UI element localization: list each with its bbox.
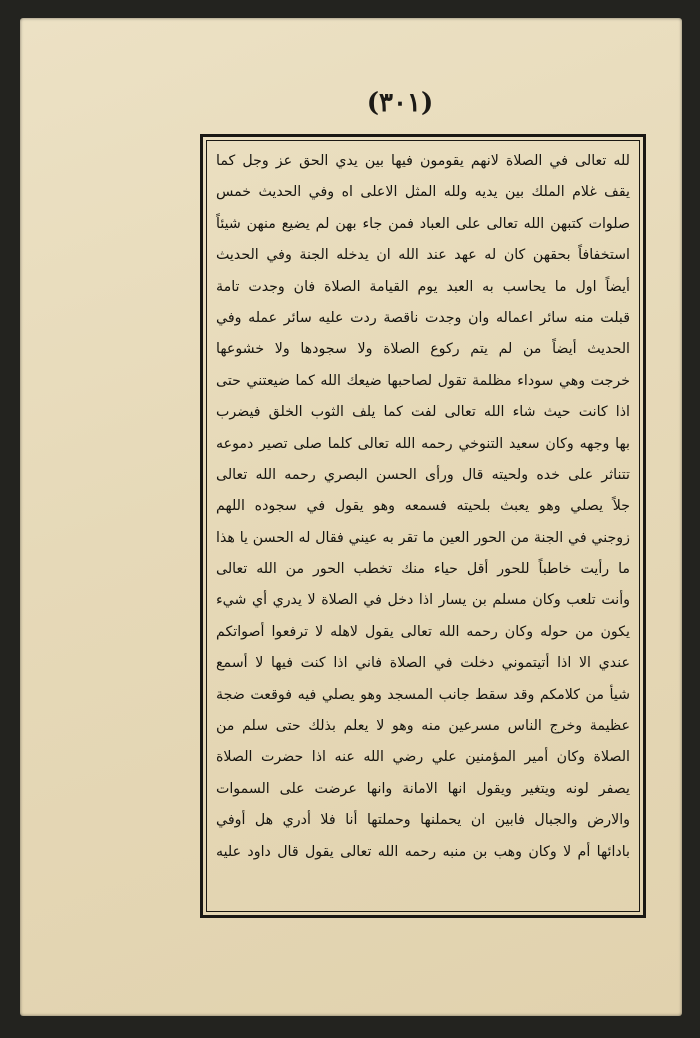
arabic-text-block <box>212 146 634 906</box>
text-line: جلاً يصلي وهو يعبث بلحيته فسمعه وهو يقول في سجوده اللهم <box>216 498 630 515</box>
text-line: الصلاة وكان أمير المؤمنين علي رضي الله عنه اذا حضرت الصلاة <box>216 749 630 766</box>
text-line: يقف غلام الملك بين يديه ولله المثل الاعلى اه وفي الحديث خمس <box>216 184 630 201</box>
text-line: خرجت وهي سوداء مظلمة تقول لصاحبها ضيعك الله كما ضيعتني حتى <box>216 372 630 389</box>
text-line: والارض والجبال فابين ان يحملنها وحملتها أنا فلا أدري هل أوفي <box>216 812 630 829</box>
text-line: أيضاً اول ما يحاسب به العبد يوم القيامة الصلاة فان وجدت تامة <box>216 278 630 295</box>
text-line: اذا كانت حيث شاء الله تعالى لفت كما يلف الثوب الخلق فيضرب <box>216 404 630 421</box>
text-line: لله تعالى في الصلاة لانهم يقومون فيها بين يدي الحق عز وجل كما <box>216 153 630 169</box>
text-line: بها وجهه وكان سعيد التنوخي رحمه الله تعالى كلما صلى تصير دموعه <box>216 435 630 452</box>
text-line: عظيمة وخرج الناس مسرعين منه وهو لا يعلم بذلك حتى سلم من <box>216 718 630 735</box>
text-line: يصفر لونه ويتغير ويقول انها الامانة وانها عرضت على السموات <box>216 780 630 797</box>
text-line: شيأ من كلامكم وقد سقط جانب المسجد وهو يصلي فيه فوقعت ضجة <box>216 686 630 703</box>
text-line: وأنت تلعب وكان مسلم بن يسار اذا دخل في الصلاة لا يدري أي شيء <box>216 592 630 609</box>
text-line: صلوات كتبهن الله تعالى على العباد فمن جاء بهن لم يضيع منهن شيئاً <box>216 215 630 232</box>
text-line: بادائها أم لا وكان وهب بن منبه رحمه الله تعالى يقول قال داود عليه <box>216 843 630 860</box>
text-line: الحديث أيضاً من لم يتم ركوع الصلاة ولا سجودها ولا خشوعها <box>216 341 630 358</box>
text-line: عندي الا اذا أتيتموني دخلت في الصلاة فاني اذا كنت فيها لا أسمع <box>216 655 630 672</box>
text-line: قبلت منه سائر اعماله وان وجدت ناقصة ردت عليه سائر عمله وفي <box>216 309 630 326</box>
text-line: ما رأيت خاطباً للحور أقل حياء منك تخطب الحور من الله تعالى <box>216 561 630 578</box>
text-line: استخفافاً بحقهن كان له عهد عند الله ان يدخله الجنة وفي الحديث <box>216 247 630 264</box>
text-line: يكون من حوله وكان رحمه الله تعالى يقول لاهله لا ترفعوا أصواتكم <box>216 623 630 640</box>
book-page <box>20 18 682 1016</box>
text-line: تتناثر على خده ولحيته قال ورأى الحسن البصري رحمه الله تعالى <box>216 466 630 483</box>
page-number: (٣٠١) <box>366 88 434 118</box>
text-line: زوجني في الجنة من الحور العين ما تقر به عيني فقال له الحسن يا هذا <box>216 529 630 546</box>
